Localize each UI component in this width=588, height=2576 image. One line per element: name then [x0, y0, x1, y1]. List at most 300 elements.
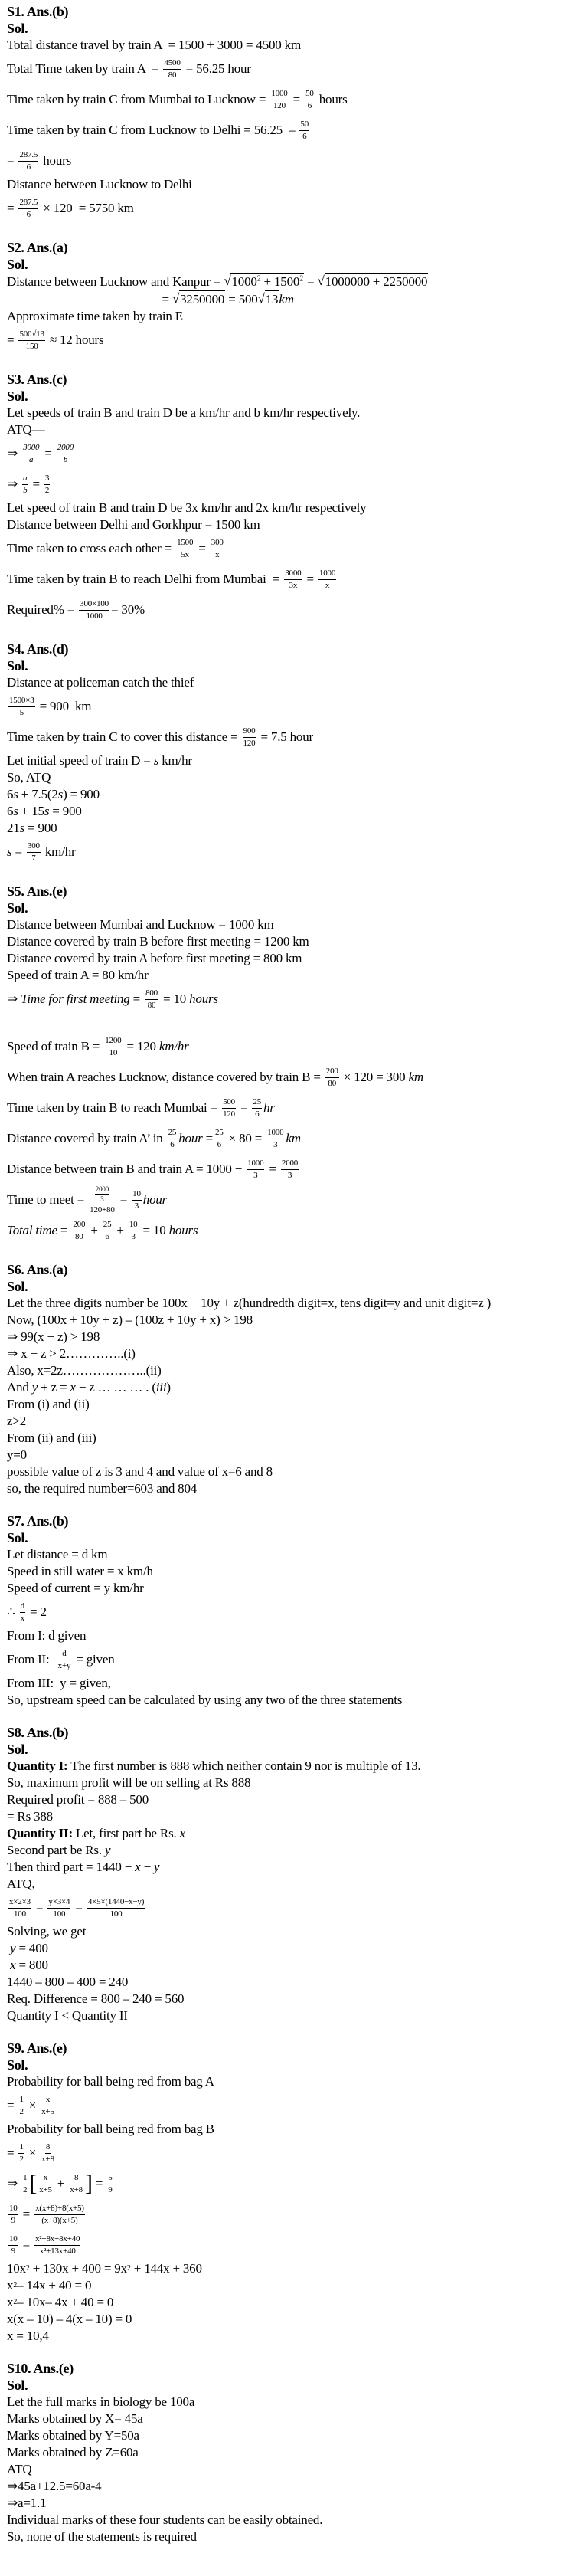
text-segment: = — [237, 1100, 251, 1115]
solution-section — [7, 1512, 582, 1709]
solution-line — [7, 1379, 582, 1396]
solution-line — [7, 722, 582, 752]
fraction-denominator: 1000 — [86, 611, 103, 621]
solution-section — [7, 3, 582, 224]
text-segment: = — [11, 844, 25, 859]
radical-sign-icon: √ — [257, 291, 265, 306]
text-segment: = — [7, 2098, 18, 2112]
fraction — [57, 443, 74, 465]
fraction-numerator: 1200 — [104, 1036, 122, 1047]
solution-line — [7, 1808, 582, 1825]
text-segment: 1000000 + 2250000 — [325, 274, 428, 289]
fraction — [168, 1128, 178, 1150]
solution-line — [7, 1430, 582, 1447]
solution-line — [7, 54, 582, 84]
fraction-denominator: 6 — [26, 209, 31, 219]
answer-heading: S8. Ans.(b) — [7, 1725, 69, 1740]
fraction-numerator: 300 — [211, 538, 224, 549]
fraction-numerator: 300 — [27, 841, 41, 853]
answer-heading: S1. Ans.(b) — [7, 4, 69, 19]
solution-line — [7, 516, 582, 533]
fraction-denominator: 80 — [168, 70, 177, 80]
text-segment: + z = — [38, 1380, 70, 1395]
text-segment: × 120 = 5750 km — [40, 201, 134, 215]
solution-line — [7, 803, 582, 820]
text-segment: = — [92, 2176, 106, 2191]
solution-line: x 2 – 14x + 40 = 0 — [7, 2278, 92, 2293]
solution-section — [7, 641, 582, 867]
text-segment: Total time — [7, 1223, 57, 1237]
text-segment: z>2 — [7, 1414, 27, 1428]
solution-line — [7, 2410, 582, 2427]
fraction-numerator: 1000 — [247, 1159, 264, 1170]
text-segment: = — [57, 1223, 71, 1237]
fraction — [211, 538, 224, 560]
text-segment: Let, first part be Rs. — [72, 1826, 180, 1840]
fraction — [18, 329, 44, 352]
answer-heading: S10. Ans.(e) — [7, 2361, 74, 2376]
text-segment: + 7.5(2 — [18, 787, 58, 801]
fraction-denominator: 120 — [223, 1109, 235, 1119]
fraction — [284, 569, 302, 591]
text-segment: From (ii) and (iii) — [7, 1431, 96, 1445]
fraction-denominator: 80 — [75, 1231, 83, 1241]
solution-line — [7, 1413, 582, 1430]
fraction-numerator: 5 — [107, 2173, 113, 2184]
solution-line — [7, 967, 582, 984]
fraction-numerator: 300×100 — [79, 599, 109, 611]
fraction-denominator: 2 — [19, 2154, 24, 2164]
answer-heading: S4. Ans.(d) — [7, 641, 69, 657]
fraction-numerator: 200 — [72, 1220, 86, 1231]
text-segment: possible value of z is 3 and 4 and value of x=6 and 8 — [7, 1464, 273, 1479]
text-segment: x — [7, 2295, 14, 2309]
text-segment: − z … … … . ( — [75, 1380, 156, 1395]
text-segment: Req. Difference = 800 – 240 = 560 — [7, 1991, 185, 2006]
solution-line — [7, 1597, 582, 1627]
solution-line — [7, 2461, 582, 2478]
fraction-denominator: 6 — [255, 1109, 260, 1119]
solution-line — [7, 290, 582, 308]
solution-line — [7, 2230, 582, 2260]
text-segment: 3250000 — [180, 292, 225, 306]
text-segment: s — [13, 804, 18, 818]
fraction — [325, 1067, 339, 1089]
text-segment: = — [289, 92, 304, 107]
text-segment: hr — [263, 1100, 275, 1115]
fraction-denominator: x²+13x+40 — [39, 2246, 76, 2256]
text-segment: So, upstream speed can be calculated by using any two of the three statements — [7, 1693, 403, 1707]
fraction — [222, 1097, 236, 1119]
text-segment: ⇒a=1.1 — [7, 2496, 47, 2510]
bracket: ] — [84, 2171, 93, 2196]
fraction-numerator: 50 — [305, 89, 315, 100]
solution-line — [7, 2121, 582, 2138]
answer-heading: S6. Ans.(a) — [7, 1262, 68, 1277]
text-segment: ATQ— — [7, 422, 45, 437]
text-segment: From (i) and (ii) — [7, 1397, 90, 1411]
fraction-numerator: 500√13 — [18, 329, 44, 341]
text-segment: + 130x + 400 = 9x — [29, 2261, 127, 2276]
text-segment: = — [202, 1131, 213, 1145]
text-segment: = 900 — [49, 804, 82, 818]
fraction — [22, 443, 40, 465]
text-segment: hours — [189, 991, 218, 1006]
text-segment: Let speeds of train B and train D be a km/hr and b km/hr respectively. — [7, 405, 361, 420]
solution-section — [7, 883, 582, 1246]
solution-line — [7, 1974, 582, 1991]
fraction — [243, 726, 256, 749]
fraction-numerator: 3 — [44, 474, 50, 485]
fraction — [57, 1649, 72, 1671]
sol-label: Sol. — [7, 658, 28, 673]
text-segment: Quantity I < Quantity II — [7, 2008, 128, 2023]
answer-heading: S7. Ans.(b) — [7, 1513, 69, 1529]
fraction — [104, 1036, 122, 1058]
solution-line — [7, 2444, 582, 2461]
text-segment: = 30% — [110, 602, 145, 617]
fraction-numerator: 800 — [145, 988, 158, 1000]
text-segment: ⇒ — [7, 991, 21, 1006]
solution-section — [7, 2040, 582, 2345]
solution-line — [7, 752, 582, 769]
solution-line: 10x 2 + 130x + 400 = 9x 2 + 144x + 360 — [7, 2261, 202, 2276]
text-segment: x — [135, 1860, 141, 1874]
text-segment: 21 — [7, 821, 20, 835]
fraction — [163, 58, 181, 80]
text-segment: ⇒ x − z > 2…………..(i) — [7, 1346, 136, 1361]
text-segment: Time taken by train C from Mumbai to Lucknow = — [7, 92, 270, 107]
fraction-denominator: 7 — [31, 853, 36, 863]
text-segment: Time for first meeting — [21, 991, 130, 1006]
text-segment: Time taken by train C from Lucknow to Delhi = 56.25 – — [7, 123, 299, 137]
solution-line — [7, 1123, 582, 1154]
text-segment: Required profit = 888 – 500 — [7, 1792, 149, 1807]
text-segment: 10x — [7, 2261, 26, 2276]
solution-line — [7, 820, 582, 837]
solution-line — [7, 500, 582, 516]
solution-line — [7, 2495, 582, 2512]
text-segment: = — [7, 153, 18, 168]
fraction — [103, 1220, 113, 1242]
fraction-numerator: 10 — [8, 2234, 18, 2246]
text-segment: Distance covered by train B before first meeting = 1200 km — [7, 934, 309, 949]
text-segment: ) = 900 — [63, 787, 100, 801]
text-segment: s — [44, 804, 50, 818]
fraction-numerator: 1000 — [318, 569, 336, 580]
solution-line — [7, 950, 582, 967]
text-segment: = — [32, 1900, 47, 1915]
text-segment: Total Time taken by train A = — [7, 61, 162, 76]
fraction-numerator — [93, 1185, 112, 1204]
fraction-denominator: 3 — [287, 1170, 292, 1180]
text-segment: = 10 — [159, 991, 190, 1006]
fraction-numerator: 2000 — [57, 443, 74, 454]
text-segment: Distance covered by train A before first meeting = 800 km — [7, 951, 302, 965]
text-segment: = 900 — [24, 821, 57, 835]
solution-line — [7, 115, 582, 146]
fraction — [18, 2095, 24, 2117]
text-segment: – 14x + 40 = 0 — [17, 2278, 92, 2293]
solution-line — [7, 916, 582, 933]
solution-line — [7, 1991, 582, 2007]
solution-line — [7, 933, 582, 950]
solution-line — [7, 273, 582, 290]
square-root — [258, 290, 279, 308]
fraction — [132, 1189, 142, 1211]
fraction — [18, 2142, 24, 2165]
fraction-denominator: 100 — [14, 1909, 26, 1919]
fraction-numerator: 2000 — [281, 1159, 299, 1170]
text-segment: Marks obtained by X= 45a — [7, 2411, 143, 2426]
fraction-denominator: 6 — [26, 162, 31, 172]
fraction — [8, 696, 35, 718]
fraction-denominator: 3x — [289, 580, 298, 590]
fraction — [69, 2173, 83, 2195]
text-segment: So, none of the statements is required — [7, 2529, 197, 2544]
solution-line — [7, 1362, 582, 1379]
fraction-numerator: 4×5×(1440−x−y) — [87, 1897, 145, 1909]
text-segment: 1440 – 800 – 400 = 240 — [7, 1975, 129, 1989]
fraction — [95, 1185, 109, 1203]
fraction-numerator: 1000 — [270, 89, 288, 100]
text-segment: + 144x + 360 — [130, 2261, 202, 2276]
solution-line — [7, 1842, 582, 1859]
solution-line — [7, 769, 582, 786]
text-segment: y — [154, 1860, 160, 1874]
text-segment: Distance between Lucknow and Kanpur = — [7, 274, 224, 289]
fraction-numerator: d — [20, 1601, 25, 1613]
solution-line — [7, 1644, 582, 1675]
text-segment: 13 — [265, 292, 279, 306]
solution-line — [7, 595, 582, 625]
fraction-denominator: x — [20, 1613, 24, 1623]
text-segment: hours — [40, 153, 72, 168]
text-segment: = — [29, 477, 43, 491]
text-segment: Distance covered by train A’ in — [7, 1131, 166, 1145]
solution-line — [7, 1215, 582, 1246]
text-segment: 6 — [7, 787, 14, 801]
solution-line — [7, 2007, 582, 2024]
text-segment: Time taken by train B to reach Delhi from Mumbai = — [7, 572, 283, 586]
text-segment: y — [104, 1843, 111, 1857]
solution-line — [7, 1758, 582, 1775]
text-segment: = — [266, 1162, 279, 1176]
fraction-numerator: x×2×3 — [8, 1897, 31, 1909]
solution-line: Let the three digits number be 100x + 10y + z(hundredth digit=x, tens digit=y and unit digit=z ) — [7, 1296, 492, 1310]
text-segment: = given — [73, 1652, 115, 1667]
fraction-numerator: 8 — [45, 2142, 51, 2154]
text-segment: × — [25, 2145, 40, 2160]
text-segment: Distance between Lucknow to Delhi — [7, 177, 192, 192]
fraction-denominator: 10 — [109, 1047, 118, 1057]
text-segment: s — [7, 844, 12, 859]
text-segment: = — [116, 1192, 131, 1207]
text-segment: iii — [155, 1380, 167, 1395]
fraction — [305, 89, 315, 111]
text-segment: From III: y = given, — [7, 1676, 111, 1690]
solution-section — [7, 239, 582, 356]
nested-fraction — [89, 1185, 116, 1215]
text-segment: = — [41, 446, 55, 460]
text-segment: Distance between Mumbai and Lucknow = 1000 km — [7, 917, 274, 932]
text-segment: hours — [315, 92, 348, 107]
text-segment: s — [57, 787, 64, 801]
fraction-numerator: x — [43, 2173, 48, 2184]
solution-line — [7, 405, 582, 421]
text-segment: ∴ — [7, 1604, 18, 1619]
text-segment: + — [54, 2176, 68, 2191]
text-segment: x — [10, 1958, 16, 1972]
text-segment: ⇒ 99(x − z) > 198 — [7, 1329, 100, 1344]
square-root — [318, 273, 429, 290]
solution-line — [7, 2311, 582, 2328]
solution-line — [7, 1675, 582, 1692]
fraction — [22, 474, 28, 496]
fraction — [41, 2142, 55, 2165]
text-segment: Distance between train B and train A = 1000 − — [7, 1162, 246, 1176]
text-segment: = 2 — [26, 1604, 47, 1619]
fraction-denominator: 120 — [243, 738, 256, 748]
text-segment: y — [10, 1941, 16, 1955]
text-segment: Time taken to cross each other = — [7, 541, 175, 556]
solution-line — [7, 564, 582, 595]
text-segment: = — [7, 333, 18, 347]
solution-line — [7, 1031, 582, 1062]
text-segment: Solving, we get — [7, 1924, 87, 1939]
fraction — [129, 1220, 139, 1242]
bracket: [ — [29, 2171, 38, 2196]
solution-line — [7, 1940, 582, 1957]
solution-line — [7, 2512, 582, 2528]
text-segment: km — [279, 291, 294, 306]
fraction-numerator: 500 — [222, 1097, 236, 1109]
solution-line — [7, 2394, 582, 2410]
text-segment: x — [179, 1826, 185, 1840]
fraction — [18, 198, 38, 220]
fraction-numerator: 10 — [129, 1220, 139, 1231]
solution-line — [7, 176, 582, 193]
text-segment: = 120 — [123, 1039, 159, 1054]
text-segment: ⇒ — [7, 446, 21, 460]
fraction — [214, 1128, 224, 1150]
text-segment: 6 — [7, 804, 14, 818]
text-segment: = 56.25 hour — [182, 61, 251, 76]
fraction-denominator: b — [23, 485, 28, 495]
sol-label: Sol. — [7, 2057, 28, 2073]
text-segment: Marks obtained by Z=60a — [7, 2445, 139, 2460]
text-segment: s — [19, 821, 25, 835]
fraction-numerator: 10 — [132, 1189, 142, 1201]
solution-section — [7, 1724, 582, 2024]
solution-line — [7, 1893, 582, 1923]
solution-section — [7, 1261, 582, 1497]
solution-line — [7, 1923, 582, 1940]
fraction — [87, 1897, 145, 1919]
text-segment: km/hr — [158, 753, 192, 768]
sol-label: Sol. — [7, 257, 28, 272]
text-segment: = 400 — [15, 1941, 48, 1955]
fraction-denominator: (x+8)(x+5) — [41, 2215, 78, 2225]
solution-line — [7, 1345, 582, 1362]
solution-line — [7, 1329, 582, 1345]
fraction-denominator: b — [63, 454, 68, 464]
text-segment: 1000 — [231, 274, 257, 289]
text-segment: ⇒ — [7, 477, 21, 491]
fraction — [38, 2173, 53, 2195]
solution-line — [7, 1546, 582, 1563]
solution-line — [7, 469, 582, 500]
text-segment: The first number is 888 which neither contain 9 nor is multiple of 13. — [67, 1758, 421, 1773]
solution-line — [7, 837, 582, 867]
text-segment: = — [7, 2145, 18, 2160]
fraction-numerator: 3000 — [284, 569, 302, 580]
fraction-denominator: 80 — [328, 1078, 337, 1088]
sol-label: Sol. — [7, 21, 28, 36]
text-segment: Quantity I: — [7, 1758, 68, 1773]
text-segment: = Rs 388 — [7, 1809, 53, 1824]
solution-line — [7, 1580, 582, 1597]
fraction-numerator: 4500 — [163, 58, 181, 70]
text-segment: ⇒45a+12.5=60a-4 — [7, 2479, 102, 2493]
text-segment: = — [19, 2237, 34, 2252]
solution-line — [7, 984, 582, 1014]
solution-line — [7, 1447, 582, 1463]
text-segment: Time taken by train B to reach Mumbai = — [7, 1100, 221, 1115]
solution-line — [7, 1791, 582, 1808]
sol-label: Sol. — [7, 1742, 28, 1757]
text-segment: × 80 = — [225, 1131, 266, 1145]
fraction-denominator: 3 — [273, 1139, 278, 1149]
text-segment: hour — [178, 1131, 203, 1145]
text-segment: = — [72, 1900, 86, 1915]
solution-line — [7, 1185, 582, 1215]
fraction-numerator: 50 — [299, 120, 309, 131]
fraction — [72, 1220, 86, 1242]
fraction — [79, 599, 109, 621]
fraction-numerator: a — [22, 474, 28, 485]
solution-line — [7, 438, 582, 469]
text-segment: = 900 km — [36, 699, 92, 713]
fraction — [41, 2095, 55, 2117]
solution-line — [7, 1154, 582, 1185]
fraction — [299, 120, 309, 142]
text-segment: km — [286, 1131, 301, 1145]
solution-section — [7, 2360, 582, 2545]
fraction-denominator: 120 — [273, 100, 286, 110]
fraction-denominator: 120+80 — [90, 1204, 115, 1214]
text-segment: Time taken by train C to cover this distance = — [7, 729, 241, 744]
text-segment: + — [113, 1223, 127, 1237]
fraction-numerator: 10 — [8, 2204, 18, 2215]
solution-line — [7, 84, 582, 115]
fraction — [270, 89, 288, 111]
text-segment: Distance at policeman catch the thief — [7, 675, 194, 690]
solution-line — [7, 1876, 582, 1893]
fraction-denominator: 2 — [44, 485, 50, 495]
fraction-numerator: 287.5 — [18, 198, 38, 209]
fraction-denominator: 3 — [253, 1170, 258, 1180]
sol-label: Sol. — [7, 900, 28, 916]
radicand — [230, 273, 304, 290]
fraction — [34, 2204, 85, 2226]
solution-line — [7, 37, 582, 54]
text-segment: Speed of current = y km/hr — [7, 1581, 144, 1595]
solution-line — [7, 2328, 582, 2345]
text-segment: ATQ — [7, 2462, 32, 2476]
solution-line: x 2 – 10x– 4x + 40 = 0 — [7, 2295, 114, 2309]
text-segment: ) — [166, 1380, 171, 1395]
